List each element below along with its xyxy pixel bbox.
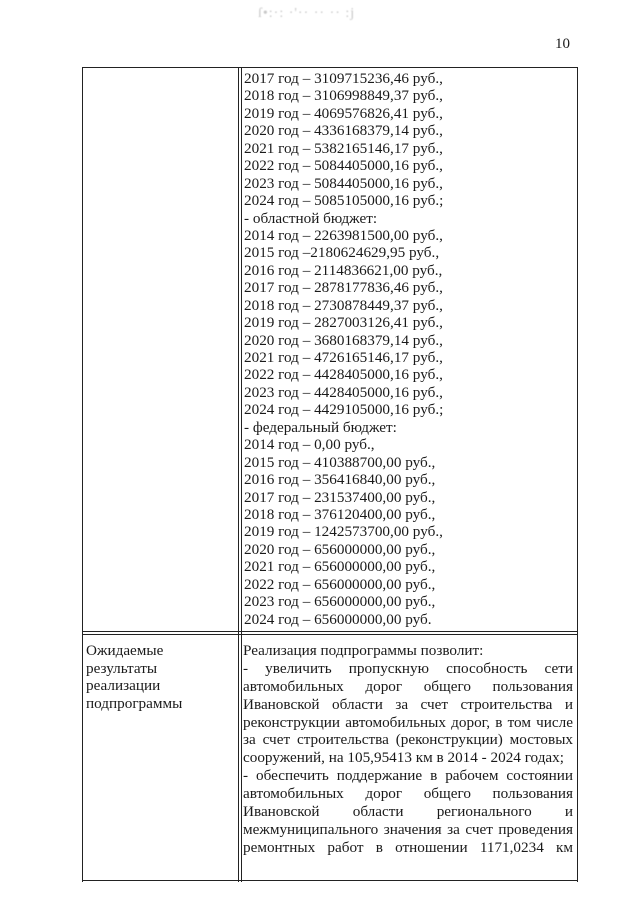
funding-line: 2019 год – 2827003126,41 руб., xyxy=(244,314,443,332)
table-border-right xyxy=(577,67,578,882)
funding-line: 2017 год – 2878177836,46 руб., xyxy=(244,279,443,297)
results-line: Реализация подпрограммы позволит: xyxy=(243,642,484,659)
results-line: ремонтных работ в отношении 1171,0234 км xyxy=(243,838,573,856)
page-number: 10 xyxy=(555,36,570,52)
stamp-mark: ſ•:·: ·'·· ·· ·· :j xyxy=(258,6,356,21)
results-line: Ивановской области регионального и xyxy=(243,803,573,821)
funding-line: 2023 год – 656000000,00 руб., xyxy=(244,593,436,611)
table-border-left xyxy=(82,67,83,882)
table-border-top xyxy=(82,67,578,68)
funding-line: - федеральный бюджет: xyxy=(244,418,397,436)
table-border-bottom xyxy=(82,880,578,881)
funding-line: 2017 год – 3109715236,46 руб., xyxy=(244,70,443,87)
results-line: автомобильных дорог общего пользования xyxy=(243,677,573,695)
funding-line: 2015 год – 410388700,00 руб., xyxy=(244,453,436,471)
funding-line: 2020 год – 3680168379,14 руб., xyxy=(244,331,443,349)
results-label-line: Ожидаемые результаты xyxy=(86,642,164,677)
results-line: за счет строительства (реконструкции) мостовых xyxy=(243,731,573,749)
funding-line: 2018 год – 3106998849,37 руб., xyxy=(244,87,443,105)
results-line: реконструкции автомобильных дорог, в том числе xyxy=(243,713,573,731)
funding-list xyxy=(244,70,572,628)
results-line: Ивановской области за счет строительства и xyxy=(243,695,573,713)
funding-line: 2015 год –2180624629,95 руб., xyxy=(244,244,440,262)
funding-line: 2021 год – 4726165146,17 руб., xyxy=(244,349,443,366)
funding-line: 2024 год – 4429105000,16 руб.; xyxy=(244,401,444,419)
funding-line: 2017 год – 231537400,00 руб., xyxy=(244,488,436,506)
row-separator-double xyxy=(82,634,578,635)
funding-line: - областной бюджет: xyxy=(244,209,378,227)
funding-line: 2021 год – 656000000,00 руб., xyxy=(244,558,436,576)
funding-line: 2023 год – 5084405000,16 руб., xyxy=(244,174,443,192)
funding-line: 2024 год – 5085105000,16 руб.; xyxy=(244,192,444,210)
funding-line: 2020 год – 4336168379,14 руб., xyxy=(244,122,443,140)
results-label xyxy=(86,642,236,712)
results-line: - увеличить пропускную способность сети xyxy=(243,659,573,677)
funding-line: 2022 год – 656000000,00 руб., xyxy=(244,575,436,593)
row-separator xyxy=(82,631,578,632)
funding-line: 2014 год – 2263981500,00 руб., xyxy=(244,226,443,244)
results-text xyxy=(243,642,573,857)
funding-line: 2016 год – 2114836621,00 руб., xyxy=(244,261,443,279)
funding-line: 2018 год – 376120400,00 руб., xyxy=(244,505,436,523)
funding-line: 2022 год – 5084405000,16 руб., xyxy=(244,157,443,175)
results-label-line: реализации xyxy=(86,677,161,695)
funding-line: 2018 год – 2730878449,37 руб., xyxy=(244,296,443,314)
results-label-line: подпрограммы xyxy=(86,694,183,712)
results-line: автомобильных дорог общего пользования xyxy=(243,785,573,803)
funding-line: 2016 год – 356416840,00 руб., xyxy=(244,471,436,489)
results-line: сооружений, на 105,95413 км в 2014 - 2024 годах; xyxy=(243,749,564,767)
funding-line: 2024 год – 656000000,00 руб. xyxy=(244,610,432,628)
funding-line: 2019 год – 1242573700,00 руб., xyxy=(244,523,443,541)
funding-line: 2020 год – 656000000,00 руб., xyxy=(244,540,436,558)
column-separator xyxy=(238,67,239,882)
column-separator-double xyxy=(241,67,242,882)
funding-line: 2023 год – 4428405000,16 руб., xyxy=(244,383,443,401)
funding-line: 2022 год – 4428405000,16 руб., xyxy=(244,366,443,384)
results-line: - обеспечить поддержание в рабочем состоянии xyxy=(243,767,573,785)
results-line: межмуниципального значения за счет проведения xyxy=(243,820,573,838)
funding-line: 2014 год – 0,00 руб., xyxy=(244,436,375,454)
funding-line: 2021 год – 5382165146,17 руб., xyxy=(244,139,443,157)
funding-line: 2019 год – 4069576826,41 руб., xyxy=(244,104,443,122)
